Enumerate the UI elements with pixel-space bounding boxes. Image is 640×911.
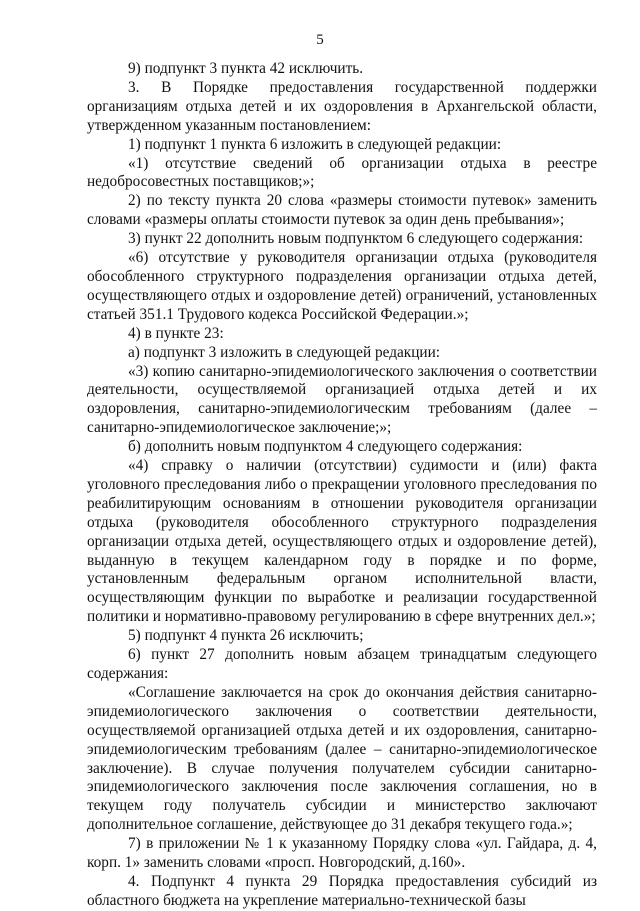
paragraph: «4) справку о наличии (отсутствии) судимости и (или) факта уголовного преследования либо о прекращении уголовного преследования по реабилитирующим основаниям в отношении руководителя организации отдыха (руководителя обособленного структурного подразделения организации отдыха детей, осуществляющего отдых и оздоровление детей), выданную в текущем календарном году в порядке и по форме, установленным федеральным органом исполнительной власти, осуществляющим функции по выработке и реализации государственной политики и нормативно-правовому регулированию в сфере внутренних дел.»;	[87, 457, 597, 626]
paragraph: «3) копию санитарно-эпидемиологического заключения о соответствии деятельности, осуществляемой организацией отдыха детей и их оздоровления, санитарно-эпидемиологическим требованиям (далее – санитарно-эпидемиологическое заключение;»;	[87, 362, 597, 437]
paragraph: 3) пункт 22 дополнить новым подпунктом 6 следующего содержания:	[128, 230, 584, 248]
paragraph: «1) отсутствие сведений об организации отдыха в реестре недобросовестных поставщиков;»;	[87, 154, 597, 191]
paragraph: а) подпункт 3 изложить в следующей редакции:	[128, 343, 441, 361]
paragraph: 3. В Порядке предоставления государственной поддержки организациям отдыха детей и их оздоровления в Архангельской области, утвержденном указанным постановлением:	[87, 78, 597, 134]
page-number: 5	[316, 32, 324, 48]
paragraph: 6) пункт 27 дополнить новым абзацем тринадцатым следующего содержания:	[87, 646, 597, 682]
paragraph: 4. Подпункт 4 пункта 29 Порядка предоставления субсидий из областного бюджета на укрепление материально-технической базы	[87, 872, 597, 909]
paragraph: 9) подпункт 3 пункта 42 исключить.	[128, 60, 364, 77]
document-body	[87, 60, 597, 911]
paragraph: «Соглашение заключается на срок до окончания действия санитарно-эпидемиологического заключения о соответствии деятельности, осуществляемой организацией отдыха детей и их оздоровления, санитарно-эпидемиологическим требованиям (далее – санитарно-эпидемиологическое заключение). В случае получения получателем субсидии санитарно-эпидемиологического заключения после заключения соглашения, но в текущем году получатель субсидии и министерство заключают дополнительное соглашение, действующее до 31 декабря текущего года.»;	[87, 683, 597, 834]
paragraph: «6) отсутствие у руководителя организации отдыха (руководителя обособленного структурного подразделения организации отдыха детей, осуществляющего отдых и оздоровление детей) ограничений, установленных статьей 351.1 Трудового кодекса Российской Федерации.»;	[87, 249, 597, 323]
paragraph: б) дополнить новым подпунктом 4 следующего содержания:	[128, 438, 523, 456]
paragraph: 2) по тексту пункта 20 слова «размеры стоимости путевок» заменить словами «размеры оплаты стоимости путевок за один день пребывания»;	[87, 192, 597, 229]
paragraph: 4) в пункте 23:	[128, 324, 224, 342]
paragraph: 1) подпункт 1 пункта 6 изложить в следующей редакции:	[128, 135, 502, 153]
paragraph: 7) в приложении № 1 к указанному Порядку слова «ул. Гайдара, д. 4, корп. 1» заменить словами «просп. Новгородский, д.160».	[87, 835, 597, 872]
paragraph: 5) подпункт 4 пункта 26 исключить;	[128, 627, 364, 645]
